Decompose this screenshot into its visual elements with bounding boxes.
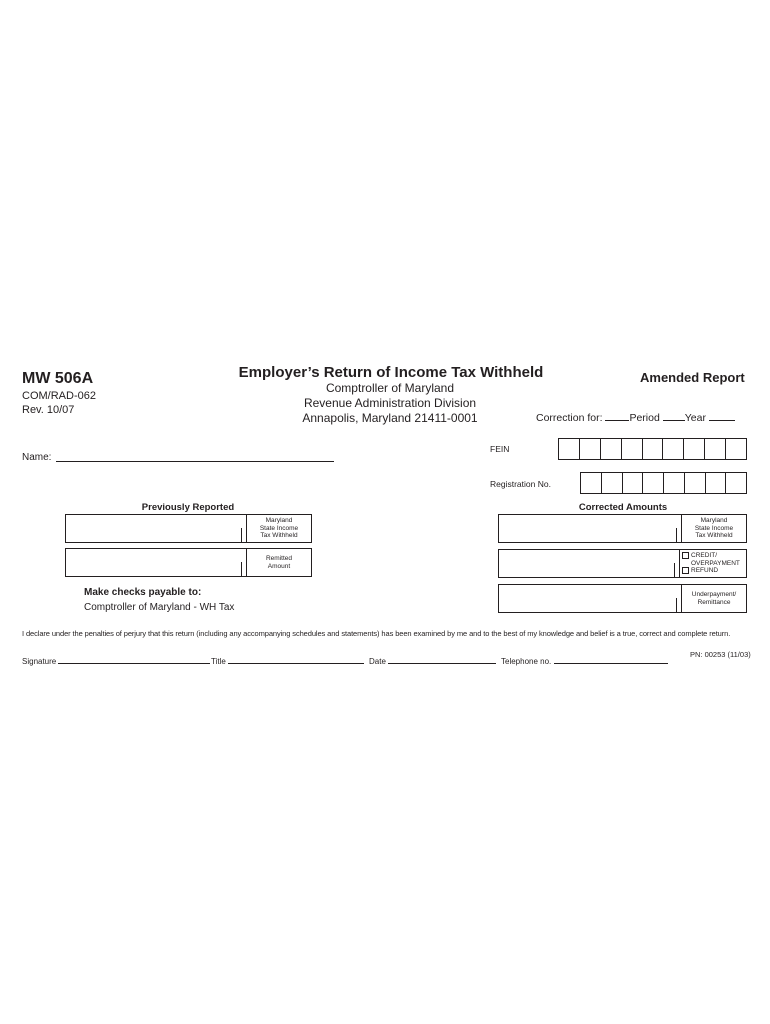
checks-payable-label: Make checks payable to: [84,587,202,598]
credit-checkbox[interactable] [682,552,689,559]
perjury-declaration: I declare under the penalties of perjury that this return (including any accompanying schedules and statements) has been examined by me and to the best of my knowledge and belief is a true, correct and complete return. [22,629,731,638]
form-code: COM/RAD-062 [22,390,96,402]
checks-payee: Comptroller of Maryland - WH Tax [84,602,235,613]
year-value-input[interactable] [709,410,735,421]
refund-checkbox[interactable] [682,567,689,574]
telephone-input[interactable] [554,655,668,664]
title-field [211,655,364,666]
corr-underpayment-row [498,584,747,613]
fein-label: FEIN [490,444,510,454]
report-type: Amended Report [640,370,745,385]
telephone-label: Telephone no. [501,657,552,666]
form-revision: Rev. 10/07 [22,404,75,416]
corr-credit-input[interactable] [499,550,679,577]
agency-division: Revenue Administration Division [303,396,477,410]
prev-withheld-label: Maryland State Income Tax Withheld [246,515,311,542]
prev-withheld-input[interactable] [66,515,246,542]
corrected-amounts-heading: Corrected Amounts [578,502,668,513]
corr-credit-label: CREDIT/ OVERPAYMENT REFUND [679,550,746,577]
year-input[interactable] [663,410,685,421]
telephone-field [501,655,668,666]
title-input[interactable] [228,655,364,664]
form-id: MW 506A [22,370,94,387]
year-label: Year [684,412,706,424]
date-input[interactable] [388,655,496,664]
signature-input[interactable] [58,655,210,664]
correction-for [536,410,735,424]
title-label: Title [211,657,226,666]
corr-underpayment-input[interactable] [499,585,681,612]
prev-withheld-row [65,514,312,543]
signature-field [22,655,210,666]
period-label: Period [629,412,660,424]
fein-input[interactable] [558,438,747,460]
page-title: Employer’s Return of Income Tax Withheld [238,364,544,381]
agency-address: Annapolis, Maryland 21411-0001 [302,411,478,425]
correction-label: Correction for: [536,412,603,424]
corr-withheld-label: Maryland State Income Tax Withheld [681,515,746,542]
registration-input[interactable] [580,472,747,494]
previously-reported-heading: Previously Reported [141,502,235,513]
agency-name: Comptroller of Maryland [325,381,455,395]
prev-remitted-row [65,548,312,577]
date-label: Date [369,657,386,666]
part-number: PN: 00253 (11/03) [690,650,751,659]
corr-underpayment-label: Underpayment/ Remittance [681,585,746,612]
prev-remitted-input[interactable] [66,549,246,576]
corr-credit-row [498,549,747,578]
corr-withheld-row [498,514,747,543]
signature-label: Signature [22,657,57,666]
corr-withheld-input[interactable] [499,515,681,542]
name-input[interactable] [56,461,334,462]
date-field [369,655,496,666]
prev-remitted-label: Remitted Amount [246,549,311,576]
period-input[interactable] [605,410,629,421]
registration-label: Registration No. [490,479,551,489]
name-label: Name: [22,452,52,463]
